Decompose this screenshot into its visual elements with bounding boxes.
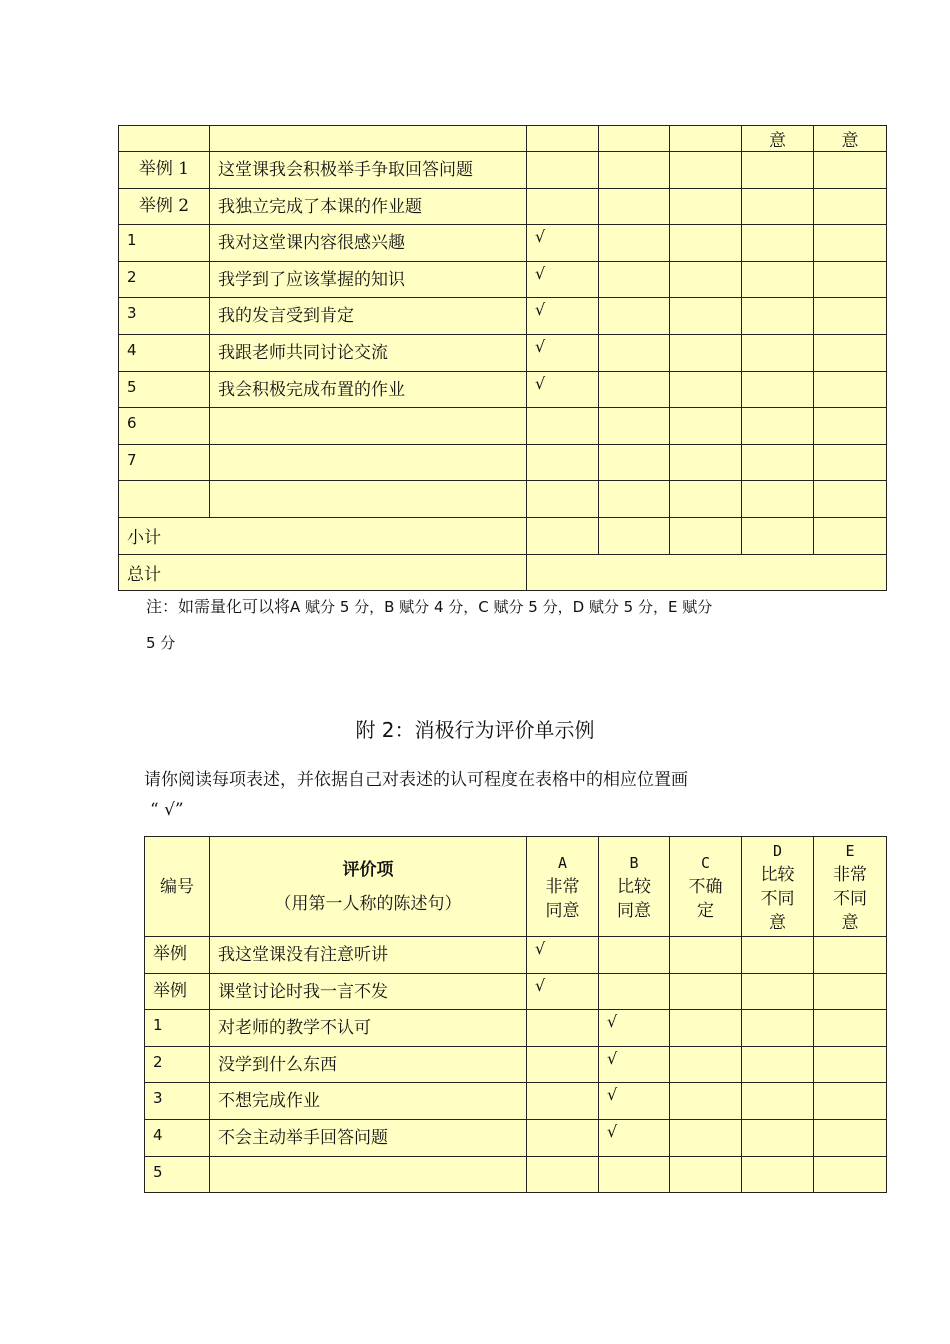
check-cell [527,444,599,481]
positive-behavior-table [118,125,887,591]
table-row [145,1046,887,1083]
rating-letter: C [700,853,711,872]
row-number: 2 [119,261,210,298]
check-cell: √ [599,1083,670,1120]
table-row [119,261,887,298]
check-cell [742,1010,814,1047]
check-cell [670,225,742,262]
check-cell [742,261,814,298]
check-cell [599,444,670,481]
row-number: 6 [119,408,210,445]
rating-label: 非常同意 [545,876,580,921]
statement-text: 不想完成作业 [210,1083,527,1120]
check-cell [742,188,814,225]
row-number: 7 [119,444,210,481]
row-number: 5 [119,371,210,408]
row-number: 3 [119,298,210,335]
check-cell [670,408,742,445]
check-cell [670,371,742,408]
rating-label: 非常不同意 [833,864,867,933]
check-cell [670,1119,742,1156]
row-number: 举例 [145,973,210,1010]
table-row [119,444,887,481]
check-cell [599,298,670,335]
check-cell [814,1046,887,1083]
check-mark-quote: “ √” [150,800,184,820]
note-text: A 赋分 5 分，B 赋分 4 分，C 赋分 5 分，D 赋分 5 分，E 赋分 [290,598,713,616]
table1-header-cell [670,126,742,152]
check-cell [814,1156,887,1193]
table-row [119,152,887,189]
check-cell [742,1156,814,1193]
statement-text: 课堂讨论时我一言不发 [210,973,527,1010]
rating-letter: B [629,853,639,872]
statement-text: 我会积极完成布置的作业 [210,371,527,408]
header-item [210,837,527,937]
row-number: 1 [119,225,210,262]
statement-text: 我这堂课没有注意听讲 [210,937,527,974]
check-cell [527,1010,599,1047]
subtotal-cell [527,517,599,554]
check-cell [670,1046,742,1083]
check-cell [599,334,670,371]
check-cell [599,188,670,225]
check-cell [742,225,814,262]
check-cell [670,1083,742,1120]
check-cell [670,973,742,1010]
table-row [119,408,887,445]
check-cell [527,1046,599,1083]
rating-label: 不确定 [688,876,723,921]
statement-text: 我对这堂课内容很感兴趣 [210,225,527,262]
negative-behavior-table [144,836,887,1193]
header-rating-a [527,837,599,937]
table2-body [145,837,887,1193]
check-cell [599,937,670,974]
statement-text [210,1156,527,1193]
check-cell [527,1083,599,1120]
check-cell [670,444,742,481]
subtotal-cell [670,517,742,554]
check-cell [527,1156,599,1193]
rating-letter: D [772,841,783,860]
check-cell [527,1119,599,1156]
header-number: 编号 [145,837,210,937]
subtotal-row [119,517,887,554]
check-cell: √ [527,937,599,974]
check-cell [814,408,887,445]
header-rating-b [599,837,670,937]
check-cell [670,298,742,335]
table-row [119,334,887,371]
check-cell [742,937,814,974]
note-text-2: 5 分 [146,634,176,652]
check-cell [599,371,670,408]
note-line-1 [146,594,712,617]
check-cell [742,152,814,189]
row-number: 4 [145,1119,210,1156]
check-cell [670,1156,742,1193]
rating-label: 比较同意 [617,876,651,921]
table2-header-row [145,837,887,937]
check-cell [670,188,742,225]
check-cell: √ [527,261,599,298]
check-cell [599,481,670,518]
check-cell [814,261,887,298]
check-cell: √ [599,1010,670,1047]
table1-body [119,126,887,591]
check-cell [814,334,887,371]
table-row [145,937,887,974]
table1-header-cell [527,126,599,152]
subtotal-label: 小计 [119,517,527,554]
check-cell: √ [527,298,599,335]
check-cell [814,298,887,335]
rating-letter: E [845,841,855,860]
table1-header-cell: 意 [742,126,814,152]
check-cell [814,152,887,189]
statement-text [210,444,527,481]
check-cell [670,261,742,298]
check-cell [814,188,887,225]
subtotal-cell [814,517,887,554]
check-cell [742,1119,814,1156]
header-item-title: 评价项 [342,859,394,880]
check-cell: √ [599,1046,670,1083]
instruction-text: 请你阅读每项表述，并依据自己对表述的认可程度在表格中的相应位置画 [144,770,688,790]
check-cell [814,371,887,408]
statement-text [210,481,527,518]
total-label: 总计 [119,554,527,591]
statement-text: 没学到什么东西 [210,1046,527,1083]
check-cell: √ [599,1119,670,1156]
table1-header-cell: 意 [814,126,887,152]
table-row [119,481,887,518]
check-cell [670,481,742,518]
header-item-subtitle: （用第一人称的陈述句） [274,893,462,914]
check-cell [742,1083,814,1120]
statement-text: 不会主动举手回答问题 [210,1119,527,1156]
statement-text [210,408,527,445]
row-number: 2 [145,1046,210,1083]
check-cell [814,225,887,262]
statement-text: 这堂课我会积极举手争取回答问题 [210,152,527,189]
note-prefix: 注：如需量化可以将 [146,597,291,616]
check-cell [670,1010,742,1047]
statement-text: 我跟老师共同讨论交流 [210,334,527,371]
subtotal-cell [599,517,670,554]
check-cell [527,188,599,225]
check-cell [670,152,742,189]
header-rating-c [670,837,742,937]
check-cell [814,1119,887,1156]
row-number [119,481,210,518]
check-cell [814,937,887,974]
check-cell [599,261,670,298]
check-cell [527,152,599,189]
header-rating-e [814,837,887,937]
statement-text: 对老师的教学不认可 [210,1010,527,1047]
check-cell: √ [527,334,599,371]
statement-text: 我学到了应该掌握的知识 [210,261,527,298]
table-row [119,371,887,408]
check-cell: √ [527,371,599,408]
row-number: 3 [145,1083,210,1120]
check-cell [742,334,814,371]
table-row [145,1010,887,1047]
check-cell [599,225,670,262]
table1-header-cell [599,126,670,152]
rating-letter: A [557,853,568,872]
table-row [119,298,887,335]
row-number: 4 [119,334,210,371]
check-cell [599,408,670,445]
table-row [145,1119,887,1156]
check-cell [814,1010,887,1047]
check-cell [599,973,670,1010]
check-cell [814,481,887,518]
check-cell [814,444,887,481]
check-cell [742,371,814,408]
note-line-2 [146,632,175,653]
table-row [145,973,887,1010]
check-cell [742,481,814,518]
check-cell [599,152,670,189]
rating-label: 比较不同意 [760,864,795,933]
check-cell: √ [527,973,599,1010]
total-cell [527,554,887,591]
check-cell: √ [527,225,599,262]
check-cell [527,481,599,518]
section-heading: 附 2：消极行为评价单示例 [355,718,595,742]
check-cell [670,334,742,371]
table-row [145,1156,887,1193]
subtotal-cell [742,517,814,554]
table1-header-cell [210,126,527,152]
check-cell [599,1156,670,1193]
check-cell [670,937,742,974]
row-number: 举例 2 [119,188,210,225]
table-row [119,225,887,262]
statement-text: 我的发言受到肯定 [210,298,527,335]
row-number: 1 [145,1010,210,1047]
total-row [119,554,887,591]
row-number: 举例 1 [119,152,210,189]
table1-header-row [119,126,887,152]
table-row [145,1083,887,1120]
table1-header-cell [119,126,210,152]
check-cell [814,973,887,1010]
check-cell [742,444,814,481]
row-number: 举例 [145,937,210,974]
statement-text: 我独立完成了本课的作业题 [210,188,527,225]
row-number: 5 [145,1156,210,1193]
check-cell [742,298,814,335]
check-cell [527,408,599,445]
header-rating-d [742,837,814,937]
check-cell [814,1083,887,1120]
check-cell [742,408,814,445]
table-row [119,188,887,225]
check-cell [742,1046,814,1083]
check-cell [742,973,814,1010]
